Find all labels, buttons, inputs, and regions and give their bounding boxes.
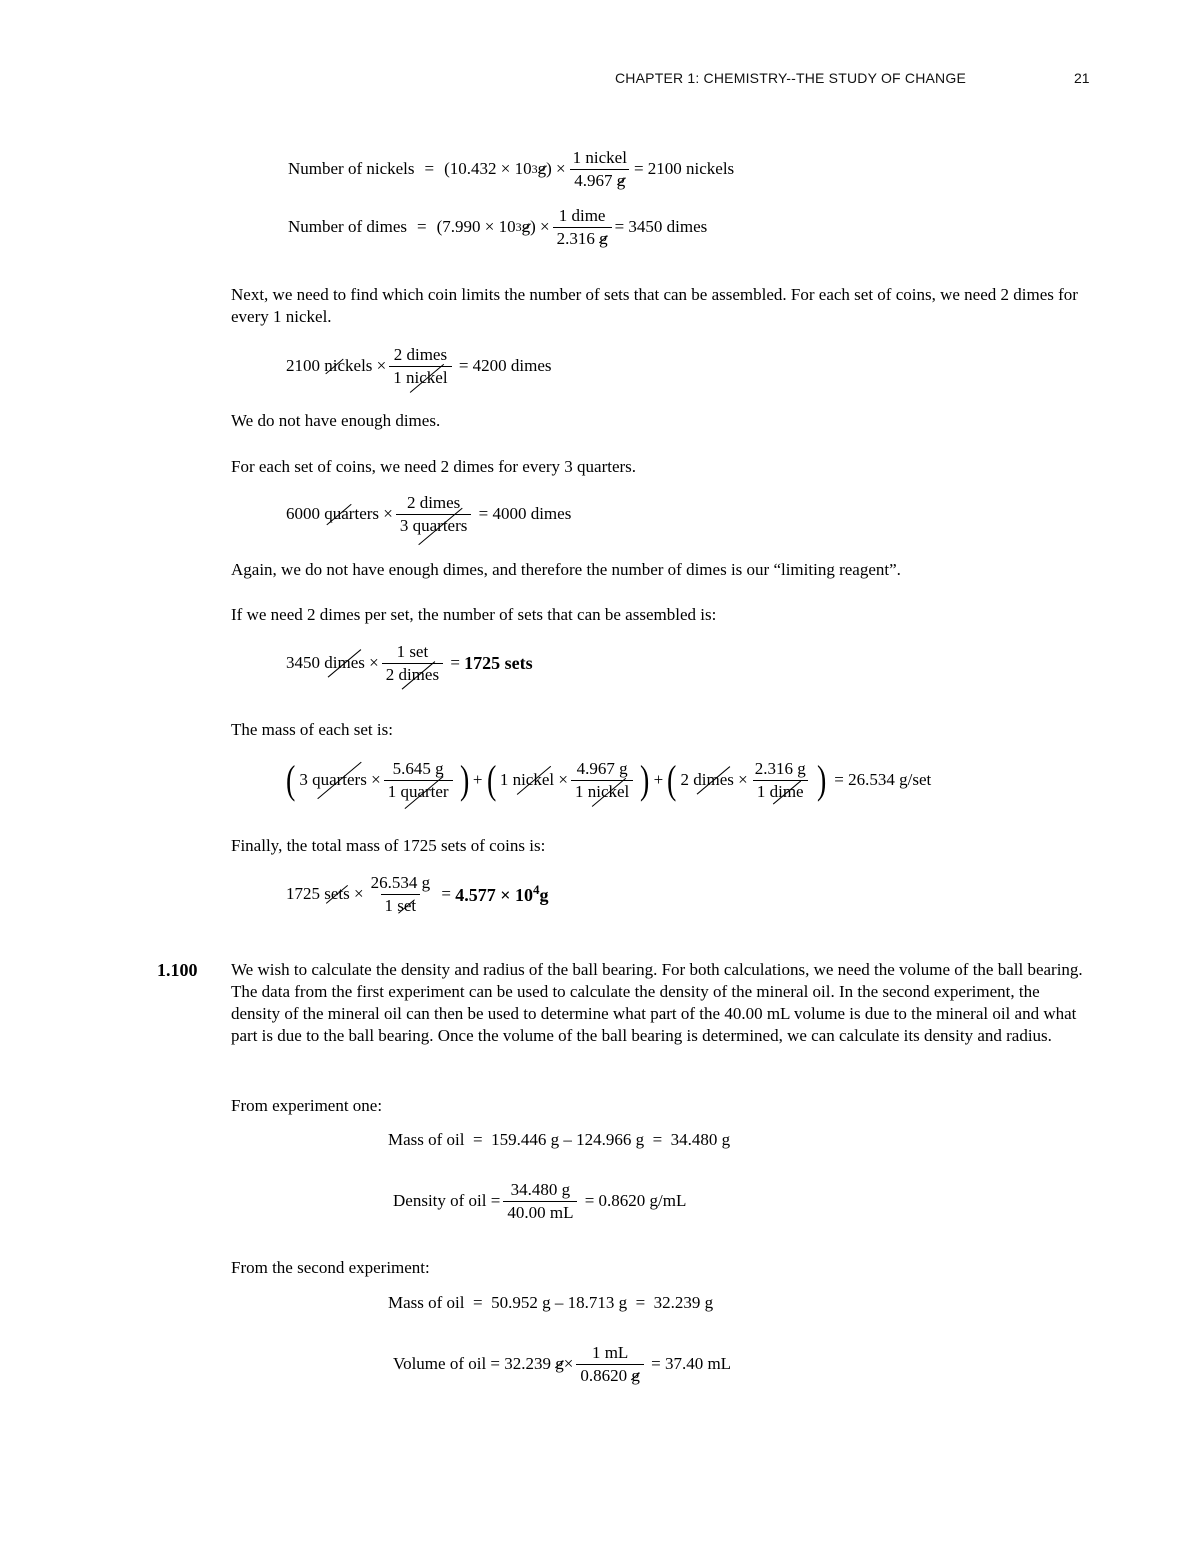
denominator: 40.00 mL (503, 1201, 577, 1223)
denominator (396, 514, 472, 536)
cancelled-unit: quarters (412, 515, 468, 535)
cancelled-unit: quarters (312, 770, 367, 789)
eq-quantity: 2 (680, 770, 690, 789)
cancelled-unit: quar (324, 504, 355, 523)
fraction (389, 345, 451, 388)
numerator: 1 mL (591, 1342, 629, 1362)
eq-quantity: 1725 (286, 884, 320, 903)
eq-paren: ) (530, 217, 536, 236)
cancelled-unit: dimes (693, 770, 734, 789)
cancelled-unit: g (537, 159, 547, 178)
eq-result: = 3450 dimes (614, 217, 708, 236)
den-value: 2 (385, 664, 395, 684)
equation-nickels (288, 143, 734, 195)
eq-sign: = (441, 884, 451, 903)
times-sign: × (354, 884, 364, 903)
eq-result-bold: 1725 sets (464, 652, 533, 673)
equation-mass-set (282, 754, 931, 806)
den-value: 1 (756, 781, 766, 801)
cancelled-unit: quarter (400, 781, 449, 801)
numerator: 1 dime (558, 205, 606, 225)
equation-mass-oil-2: Mass of oil = 50.952 g – 18.713 g = 32.239 g (388, 1293, 714, 1312)
eq-exponent: 3 (531, 161, 538, 176)
eq-result: = 37.40 mL (651, 1354, 732, 1373)
eq-quantity: 3 (299, 770, 308, 789)
fraction (503, 1180, 577, 1223)
paragraph-mass-each: The mass of each set is: (231, 720, 393, 739)
denominator (382, 663, 443, 685)
unit-suffix: kels (345, 356, 373, 375)
unit-suffix: ters (354, 504, 380, 523)
numerator: 26.534 g (370, 872, 431, 892)
plus-sign: + (472, 770, 483, 789)
denominator (389, 366, 451, 388)
chapter-title: CHAPTER 1: CHEMISTRY--THE STUDY OF CHANGE (615, 70, 966, 86)
eq-label: Volume of oil = 32.239 (393, 1354, 552, 1373)
eq-result: = 4200 dimes (458, 356, 552, 375)
close-paren: ) (459, 757, 469, 802)
result-unit: g (539, 885, 549, 905)
den-value: 1 (387, 781, 397, 801)
equation-volume (393, 1338, 731, 1390)
eq-result: = 26.534 g/set (834, 770, 932, 789)
times-sign: × (383, 504, 393, 523)
den-value: 0.8620 (580, 1365, 628, 1385)
cancelled-unit: set (397, 895, 417, 915)
denominator (571, 780, 633, 802)
numerator: 1 set (396, 641, 429, 661)
cancelled-unit: dimes (324, 653, 365, 672)
den-value: 3 (399, 515, 409, 535)
denominator (576, 1364, 644, 1386)
fraction (382, 642, 443, 685)
den-value: 1 (393, 367, 402, 387)
eq-exponent: 3 (515, 219, 522, 234)
fraction (569, 148, 631, 191)
cancelled-unit: g (616, 170, 626, 190)
fraction (571, 759, 633, 802)
page-header (0, 70, 1200, 90)
paragraph-quarters: For each set of coins, we need 2 dimes for every 3 quarters. (231, 457, 637, 476)
equation-ratio-quarters (286, 488, 571, 540)
cancelled-unit: sets (324, 884, 350, 903)
eq-sign: = (450, 653, 460, 672)
fraction (553, 206, 612, 249)
cancelled-unit: dimes (398, 664, 440, 684)
problem-number: 1.100 (157, 960, 198, 980)
paragraph-finally: Finally, the total mass of 1725 sets of coins is: (231, 836, 546, 855)
numerator: 34.480 g (510, 1179, 571, 1199)
cancelled-unit: g (631, 1365, 640, 1385)
fraction (367, 873, 435, 916)
equation-dimes (288, 201, 707, 253)
fraction (384, 759, 453, 802)
open-paren: ( (486, 757, 496, 802)
den-value: 2.316 (556, 228, 595, 248)
eq-result: = 2100 nickels (633, 159, 735, 178)
equation-density (393, 1175, 686, 1227)
times-sign: × (369, 653, 379, 672)
open-paren: ( (667, 757, 677, 802)
paragraph-experiment-one: From experiment one: (231, 1096, 383, 1115)
eq-sign: = (424, 159, 435, 178)
equation-sets (286, 637, 533, 689)
denominator (381, 894, 421, 916)
close-paren: ) (640, 757, 650, 802)
denominator (553, 227, 612, 249)
denominator (753, 780, 808, 802)
equation-ratio-nickels (286, 340, 552, 392)
numerator: 1 nickel (572, 147, 627, 167)
times-sign: × (738, 770, 748, 789)
eq-sign: = (416, 217, 427, 236)
times-sign: × (556, 159, 566, 178)
cancelled-unit: nickel (406, 367, 448, 387)
eq-term: (10.432 × (444, 159, 511, 178)
result-base: 4.577 × 10 (455, 885, 533, 905)
times-sign: × (376, 356, 387, 375)
eq-base: 10 (498, 217, 516, 236)
plus-sign: + (653, 770, 664, 789)
denominator (570, 169, 629, 191)
eq-quantity: 2100 (286, 356, 320, 375)
fraction (576, 1343, 644, 1386)
eq-quantity: 1 (499, 770, 509, 789)
den-value: 4.967 (574, 170, 613, 190)
eq-result: = 0.8620 g/mL (584, 1191, 687, 1210)
result-exponent: 4 (532, 882, 540, 897)
paragraph-problem: We wish to calculate the density and radius of the ball bearing. For both calculations, we need the volume of the ball bearing. The data from the first experiment can be used to calculate the density of the mineral oil. In the second experiment, the density of the mineral oil can then be used to determine what part of the 40.00 mL volume is due to the mineral oil and what part is due to the ball bearing. Once the volume of the ball bearing is determined, we can calculate its density and radius. (231, 960, 1083, 1045)
cancelled-unit: dime (769, 781, 804, 801)
times-sign: × (371, 770, 381, 789)
eq-result: = 4000 dimes (478, 504, 572, 523)
numerator: 5.645 g (392, 758, 444, 778)
cancelled-unit: nic (324, 356, 346, 375)
paragraph-next: Next, we need to find which coin limits the number of sets that can be assembled. For each set of coins, we need 2 dimes for every 1 nickel. (231, 285, 1078, 326)
eq-paren: ) (546, 159, 552, 178)
cancelled-unit: g (555, 1354, 564, 1373)
paragraph-again: Again, we do not have enough dimes, and therefore the number of dimes is our “limiting reagent”. (231, 560, 901, 579)
eq-term: (7.990 × (436, 217, 495, 236)
cancelled-unit: g (521, 217, 531, 236)
page-number: 21 (1074, 70, 1090, 86)
eq-result-bold (455, 882, 548, 906)
paragraph-not-enough: We do not have enough dimes. (231, 411, 441, 430)
eq-label: Number of dimes (288, 217, 407, 236)
paragraph-if-need: If we need 2 dimes per set, the number of sets that can be assembled is: (231, 605, 717, 624)
numerator: 2 dimes (406, 492, 461, 512)
times-sign: × (558, 770, 568, 789)
times-sign: × (540, 217, 550, 236)
numerator: 4.967 g (576, 758, 628, 778)
den-value: 1 (384, 895, 394, 915)
cancelled-unit: nickel (587, 781, 630, 801)
eq-quantity: 6000 (286, 504, 320, 523)
denominator (384, 780, 453, 802)
eq-base: 10 (514, 159, 532, 178)
paragraph-experiment-two: From the second experiment: (231, 1258, 430, 1277)
numerator: 2.316 g (754, 758, 806, 778)
cancelled-unit: nickel (512, 770, 555, 789)
times-sign: × (563, 1354, 574, 1373)
close-paren: ) (816, 757, 827, 802)
equation-mass-oil-1: Mass of oil = 159.446 g – 124.966 g = 34.480 g (388, 1130, 731, 1149)
numerator: 2 dimes (393, 344, 448, 364)
eq-label: Density of oil = (393, 1191, 501, 1210)
fraction (396, 493, 472, 536)
equation-total-mass (286, 868, 548, 920)
open-paren: ( (285, 757, 296, 802)
den-value: 1 (574, 781, 584, 801)
fraction (751, 759, 810, 802)
eq-label: Number of nickels (288, 159, 415, 178)
eq-quantity: 3450 (286, 653, 320, 672)
cancelled-unit: g (599, 228, 608, 248)
